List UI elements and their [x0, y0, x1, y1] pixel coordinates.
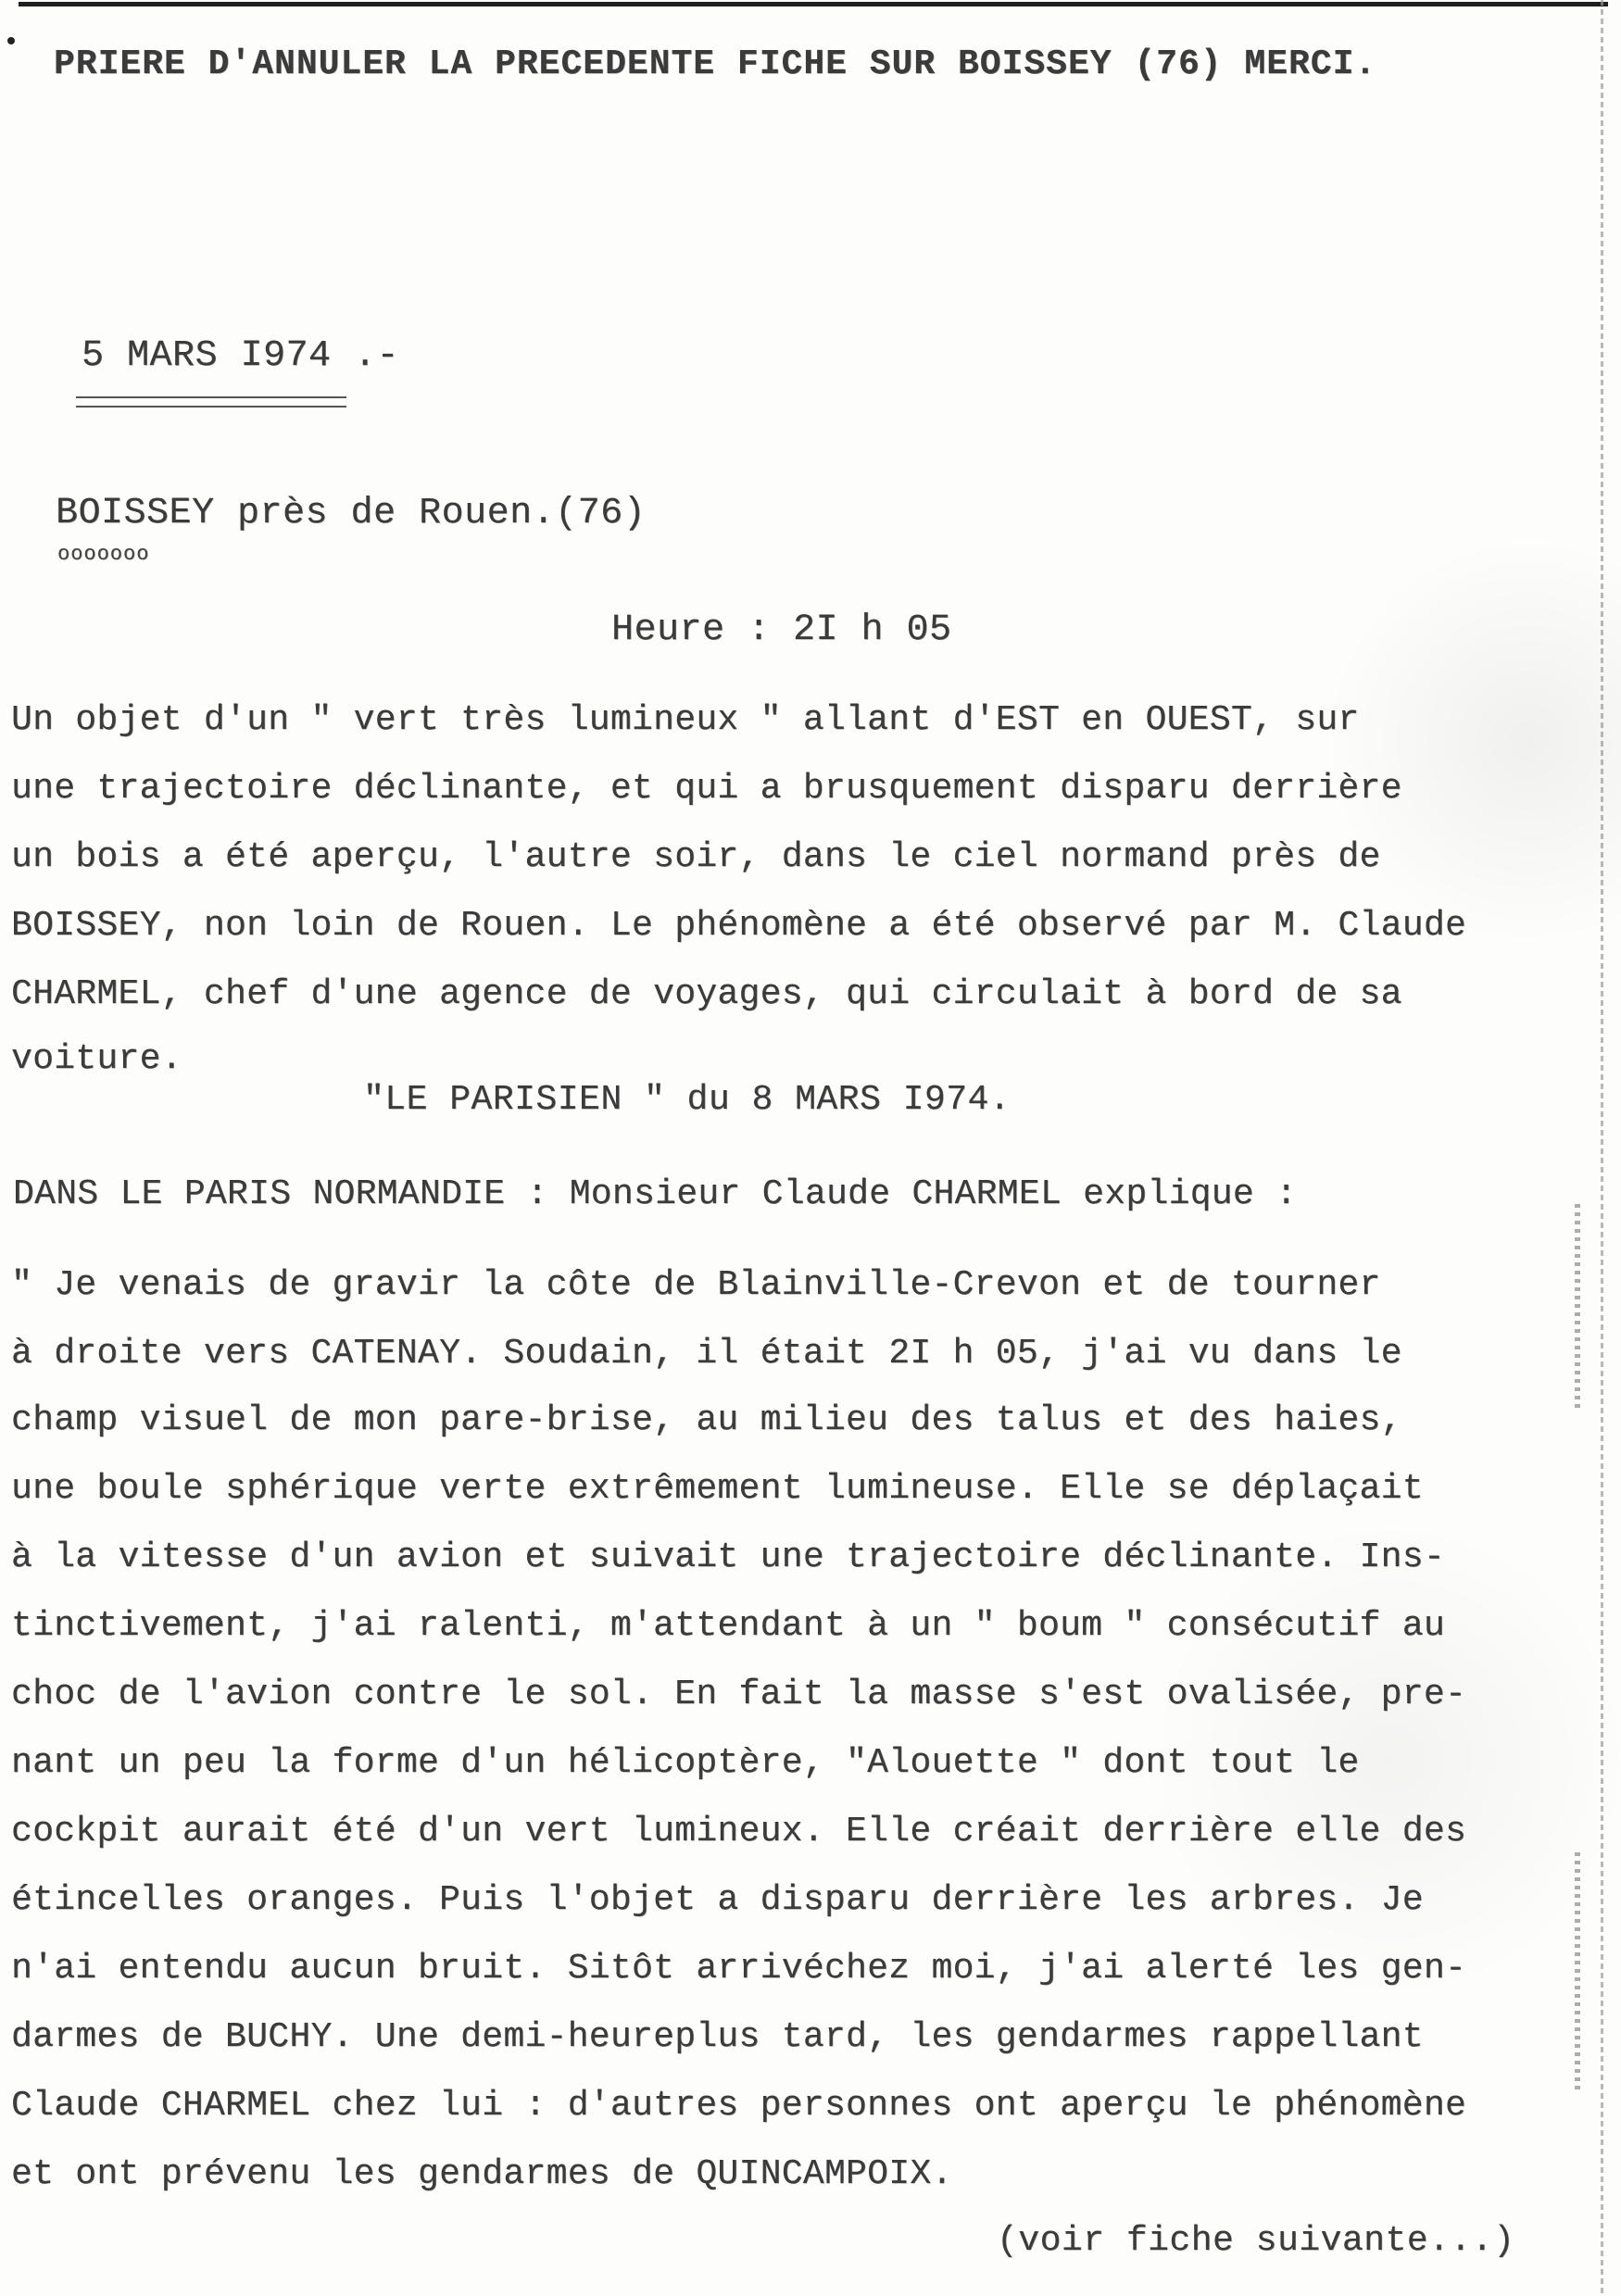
- testimony-intro: DANS LE PARIS NORMANDIE : Monsieur Claude CHARMEL explique :: [13, 1174, 1298, 1214]
- report-line: voiture.: [11, 1039, 182, 1079]
- scan-artifact-mark: [1575, 1852, 1580, 2093]
- report-line: Un objet d'un " vert très lumineux " allant d'EST en OUEST, sur: [11, 700, 1360, 740]
- testimony-line: nant un peu la forme d'un hélicoptère, "Alouette " dont tout le: [11, 1743, 1360, 1783]
- newspaper-source: "LE PARISIEN " du 8 MARS I974.: [363, 1080, 1012, 1120]
- testimony-line: une boule sphérique verte extrêmement lumineuse. Elle se déplaçait: [11, 1469, 1424, 1509]
- place-underline-marker: ooooooo: [57, 543, 150, 566]
- testimony-line: étincelles oranges. Puis l'objet a disparu derrière les arbres. Je: [11, 1880, 1424, 1920]
- testimony-line: " Je venais de gravir la côte de Blainville-Crevon et de tourner: [11, 1265, 1381, 1305]
- testimony-line: à la vitesse d'un avion et suivait une trajectoire déclinante. Ins-: [11, 1537, 1445, 1577]
- report-line: BOISSEY, non loin de Rouen. Le phénomène a été observé par M. Claude: [11, 906, 1467, 946]
- testimony-line: darmes de BUCHY. Une demi-heureplus tard, les gendarmes rappellant: [11, 2017, 1424, 2057]
- report-line: CHARMEL, chef d'une agence de voyages, qui circulait à bord de sa: [11, 974, 1402, 1014]
- event-place: BOISSEY près de Rouen.(76): [56, 493, 647, 534]
- testimony-line: et ont prévenu les gendarmes de QUINCAMPOIX.: [11, 2154, 953, 2194]
- event-date: 5 MARS I974 .-: [82, 335, 400, 377]
- testimony-line: choc de l'avion contre le sol. En fait la masse s'est ovalisée, pre-: [11, 1675, 1467, 1714]
- margin-dot: [7, 37, 15, 44]
- continue-note: (voir fiche suivante...): [997, 2221, 1515, 2261]
- testimony-line: tinctivement, j'ai ralenti, m'attendant à un " boum " consécutif au: [11, 1606, 1445, 1646]
- testimony-line: champ visuel de mon pare-brise, au milieu des talus et des haies,: [11, 1400, 1402, 1440]
- event-time: Heure : 2I h 05: [611, 609, 952, 651]
- top-border-rule: [19, 2, 1608, 6]
- cancellation-notice: PRIERE D'ANNULER LA PRECEDENTE FICHE SUR BOISSEY (76) MERCI.: [54, 44, 1377, 84]
- report-line: un bois a été aperçu, l'autre soir, dans le ciel normand près de: [11, 837, 1381, 877]
- testimony-line: cockpit aurait été d'un vert lumineux. Elle créait derrière elle des: [11, 1812, 1467, 1851]
- testimony-line: à droite vers CATENAY. Soudain, il était 2I h 05, j'ai vu dans le: [11, 1334, 1402, 1374]
- scan-artifact-mark: [1575, 1204, 1580, 1408]
- date-double-underline: [76, 396, 346, 408]
- testimony-line: Claude CHARMEL chez lui : d'autres personnes ont aperçu le phénomène: [11, 2086, 1467, 2126]
- report-line: une trajectoire déclinante, et qui a brusquement disparu derrière: [11, 769, 1402, 809]
- right-margin-edge: [1601, 0, 1603, 2296]
- testimony-line: n'ai entendu aucun bruit. Sitôt arrivéchez moi, j'ai alerté les gen-: [11, 1949, 1467, 1989]
